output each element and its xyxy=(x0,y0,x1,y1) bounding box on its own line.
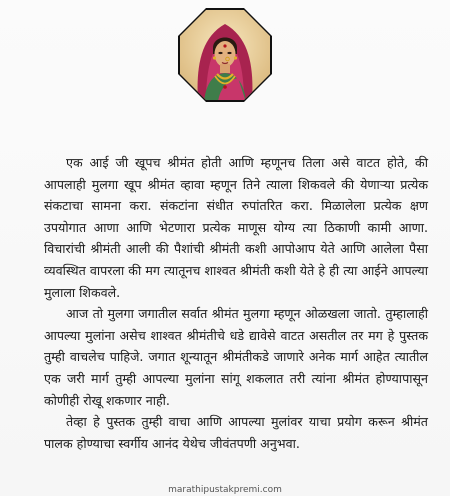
description-text xyxy=(44,152,428,454)
paragraph-2: आज तो मुलगा जगातील सर्वात श्रीमंत मुलगा म्हणून ओळखला जातो. तुम्हालाही आपल्या मुलांना असेच शाश्वत श्रीमंतीचे धडे द्यावेसे वाटत असतील तर मग हे पुस्तक तुम्ही वाचलेच पाहिजे. जगात शून्यातून श्रीमंतीकडे जाणारे अनेक मार्ग आहेत त्यातील एक जरी मार्ग तुम्ही आपल्या मुलांना सांगू शकलात तरी त्यांना श्रीमंत होण्यापासून कोणीही रोखू शकणार नाही. xyxy=(44,306,428,408)
footer-url: marathipustakpremi.com xyxy=(168,485,282,495)
paragraph-1: एक आई जी खूपच श्रीमंत होती आणि म्हणूनच तिला असे वाटत होते, की आपलाही मुलगा खूप श्रीमंत व्हावा म्हणून तिने त्याला शिकवले की येणाऱ्या प्रत्येक संकटाचा सामना करा. संकटांना संधीत रुपांतरित करा. मिळालेला प्रत्येक क्षण उपयोगात आणा आणि भेटणारा प्रत्येक माणूस योग्य त्या ठिकाणी कामी आणा. विचारांची श्रीमंती आली की पैशांची श्रीमंती कशी आपोआप येते आणि आलेला पैसा व्यवस्थित वापरला की मग त्यातूनच शाश्वत श्रीमंती कशी येते हे ही त्या आईने आपल्या मुलाला शिकवले. xyxy=(44,155,428,300)
portrait-image xyxy=(178,8,272,102)
paragraph-3: तेव्हा हे पुस्तक तुम्ही वाचा आणि आपल्या मुलांवर याचा प्रयोग करून श्रीमंत पालक होण्याचा स्वर्गीय आनंद येथेच जीवंतपणी अनुभवा. xyxy=(44,414,428,451)
woman-portrait-icon xyxy=(178,8,272,102)
